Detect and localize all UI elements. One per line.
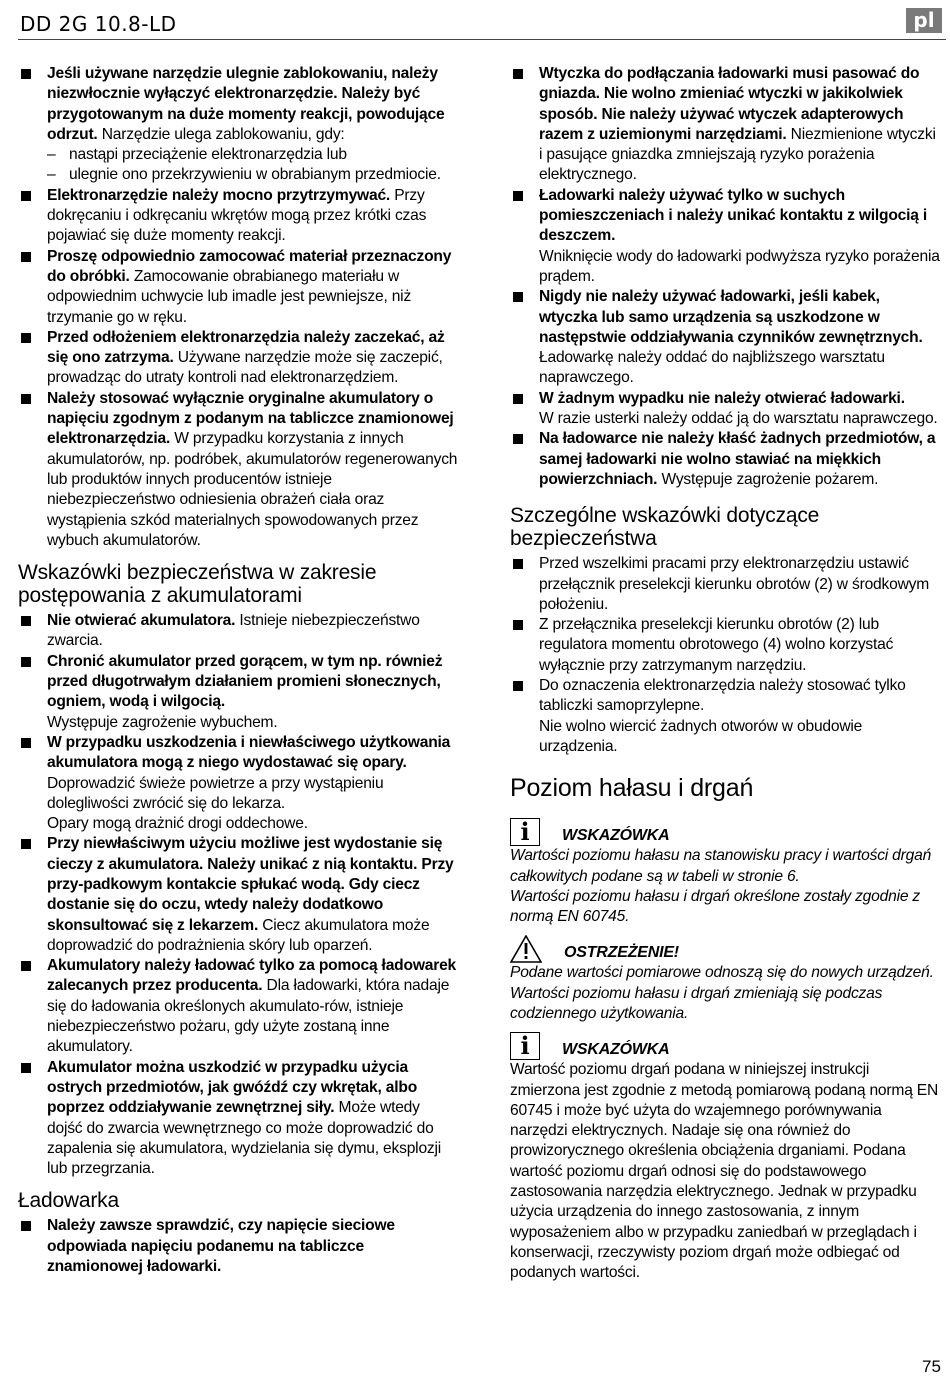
notice-warning [510, 933, 942, 1024]
notice-body [510, 1060, 942, 1283]
language-badge: pl [906, 8, 942, 33]
notice-info-2 [510, 1030, 942, 1283]
notice-label: OSTRZEŻENIE! [564, 944, 679, 962]
list-item [18, 611, 458, 652]
document-title: DD 2G 10.8-LD [20, 12, 177, 36]
list-item [510, 676, 942, 757]
list-item-bold-text: Akumulatory należy ładować tylko za pomocą ładowarek zalecanych przez producenta. [47, 957, 457, 995]
list-item-text: Dla ładowarki, która nadaje się do ładowania określonych akumulato-rów, istnieje niebezpieczeństwo pożaru, gdy użyte zostaną inne akumulatory. [47, 977, 450, 1056]
list-item [18, 834, 458, 956]
list-item-bold-text: Przy niewłaściwym użyciu możliwe jest wydostanie się cieczy z akumulatora. Należy unikać z nią kontaktu. Przy przy-padkowym kontakcie spłukać wodą. Gdy ciecz dostanie się do oczu, wtedy należy dodatkowo skonsultować się z lekarzem. [47, 835, 454, 934]
list-item [18, 328, 458, 389]
list-item-bold-text: Ładowarki należy używać tylko w suchych pomieszczeniach i należy unikać kontaktu z wilgocią i deszczem. [539, 186, 928, 245]
list-item [18, 1058, 458, 1180]
list-item-bold-text: Elektronarzędzie należy mocno przytrzymywać. [47, 186, 391, 204]
right-column [510, 64, 942, 1284]
info-icon: i [510, 818, 540, 846]
list-item-note: Wniknięcie wody do ładowarki podwyższa ryzyko porażenia prądem. [539, 247, 940, 285]
list-item-bold-text: Chronić akumulator przed gorącem, w tym np. również przed długotrwałym działaniem promieni słonecznych, ogniem, wodą i wilgocią. [47, 652, 443, 711]
notice-info-1 [510, 816, 942, 927]
notice-paragraph: Wartość poziomu drgań podana w niniejszej instrukcji zmierzona jest zgodnie z metodą pomiarową podaną normą EN 60745 i może być użyta do wzajemnego porównywania narzędzi elektrycznych. Nadaje się ona również do prowizorycznego określenia obciążenia drganiami. Podana wartość poziomu drgań odnosi się do podstawowego zastosowania narzędzia elektrycznego. Jednak w przypadku użycia urządzenia do innego zastosowania, z innym wyposażeniem albo w przypadku zaniedbań w przeglądach i konserwacji, rzeczywisty poziom drgań może odbiegać od podanych wartości. [510, 1061, 939, 1282]
notice-label: WSKAZÓWKA [562, 826, 670, 844]
warning-triangle-icon [510, 935, 542, 963]
list-item-bold-text: Proszę odpowiednio zamocować materiał przeznaczony do obróbki. [47, 247, 452, 285]
list-item-note: Nie wolno wiercić żadnych otworów w obudowie urządzenia. [539, 717, 863, 755]
right-list-1 [510, 64, 942, 490]
list-item-text: Ciecz akumulatora może doprowadzić do podrażnienia skóry lub oparzeń. [47, 916, 430, 954]
page-number: 75 [922, 1357, 941, 1376]
section-heading-charger: Ładowarka [18, 1189, 119, 1213]
list-item [510, 64, 942, 186]
list-item-text: Przed wszelkimi pracami przy elektronarzędziu ustawić przełącznik preselekcji kierunku obrotów (2) w środkowym położeniu. [539, 555, 930, 613]
list-item-text: Ładowarkę należy oddać do najbliższego warsztatu naprawczego. [539, 349, 885, 387]
list-item-note: Występuje zagrożenie wybuchem. [47, 713, 278, 731]
list-item-bold-text: Akumulator można uszkodzić w przypadku użycia ostrych przedmiotów, jak gwóźdź czy wkrętak, albo poprzez oddziaływanie zewnętrznej siły. [47, 1058, 418, 1117]
list-item-bold-text: Przed odłożeniem elektronarzędzia należy zaczekać, aż się ono zatrzyma. [47, 328, 445, 367]
notice-body [510, 963, 942, 1024]
list-item-bold-text: Nigdy nie należy używać ładowarki, jeśli kabek, wtyczka lub samo urządzenia są uszkodzone w następstwie oddziaływania czynników zewnętrznych. [539, 288, 923, 346]
header-divider [18, 39, 946, 40]
section-heading-battery: Wskazówki bezpieczeństwa w zakresie postępowania z akumulatorami [18, 561, 377, 608]
list-item [18, 733, 458, 834]
list-item-bold-text: Na ładowarce nie należy kłaść żadnych przedmiotów, a samej ładowarki nie wolno stawiać na miękkich powierzchniach. [539, 430, 936, 488]
list-item-bold-text: Jeśli używane narzędzie ulegnie zablokowaniu, należy niezwłocznie wyłączyć elektronarzędzie. Należy być przygotowanym na duże momenty reakcji, powodujące odrzut. [47, 65, 445, 143]
list-item-text: Niezmienione wtyczki i pasujące gniazdka zmniejszają ryzyko porażenia elektrycznego. [539, 125, 936, 184]
list-item-bold-text: Należy stosować wyłącznie oryginalne akumulatory o napięciu zgodnym z podanym na tabliczce znamionowej elektronarzędzia. [47, 389, 454, 448]
list-item [18, 956, 458, 1057]
list-item [510, 389, 942, 430]
list-item [18, 186, 458, 247]
list-item-bold-text: Nie otwierać akumulatora. [47, 612, 236, 630]
info-icon: i [510, 1032, 540, 1060]
notice-paragraph: Podane wartości pomiarowe odnoszą się do nowych urządzeń. Wartości poziomu hałasu i drgań zmieniają się podczas codziennego użytkowania. [510, 964, 934, 1022]
list-item [18, 64, 458, 186]
list-item-text: W przypadku korzystania z innych akumulatorów, np. podróbek, akumulatorów regenerowanych lub produktów innych producentów istnieje niebezpieczeństwo odniesienia obrażeń ciała oraz wystąpienia szkód materialnych spowodowanych przez wybuch akumulatorów. [47, 430, 458, 549]
list-item-bold-text: Wtyczka do podłączania ładowarki musi pasować do gniazda. Nie wolno zmieniać wtyczki w jakikolwiek sposób. Nie należy używać wtyczek adapterowych razem z uziemionymi narzędziami. [539, 65, 920, 143]
notice-paragraph: Wartości poziomu hałasu i drgań określone zostały zgodnie z normą EN 60745. [510, 887, 921, 926]
list-item [510, 554, 942, 615]
notice-body [510, 846, 942, 927]
list-item-bold-text: W żadnym wypadku nie należy otwierać ładowarki. [539, 389, 905, 407]
section-heading-special-safety: Szczególne wskazówki dotyczące bezpieczeństwa [510, 504, 820, 551]
list-item-text: Występuje zagrożenie pożarem. [657, 470, 879, 488]
list-item-text: Narzędzie ulega zablokowaniu, gdy: [97, 125, 345, 143]
list-item [18, 389, 458, 551]
list-item-text: Istnieje niebezpieczeństwo zwarcia. [47, 612, 420, 650]
list-item-text: Przy dokręcaniu i odkręcaniu wkrętów mogą przez krótki czas pojawiać się duże momenty reakcji. [47, 186, 427, 245]
list-item [510, 186, 942, 287]
left-list-1 [18, 64, 458, 551]
list-item-text: Zamocowanie obrabianego materiału w odpowiednim uchwycie lub imadle jest pewniejsze, niż trzymanie go w ręku. [47, 267, 412, 326]
list-item-text: Z przełącznika preselekcji kierunku obrotów (2) lub regulatora momentu obrotowego (4) wolno korzystać wyłącznie przy zatrzymanym narzędziu. [539, 616, 894, 674]
list-item [18, 652, 458, 733]
list-item [18, 1216, 458, 1277]
sub-item: – ulegnie ono przekrzywieniu w obrabianym przedmiocie. [47, 166, 441, 184]
list-item-note: Opary mogą drażnić drogi oddechowe. [47, 815, 308, 833]
list-item-bold-text: Należy zawsze sprawdzić, czy napięcie sieciowe odpowiada napięciu podanemu na tabliczce znamionowej ładowarki. [47, 1217, 395, 1276]
list-item [510, 615, 942, 676]
list-item-text: Doprowadzić świeże powietrze a przy wystąpieniu dolegliwości zwrócić się do lekarza. [47, 774, 384, 812]
list-item-text: Do oznaczenia elektronarzędzia należy stosować tylko tabliczki samoprzylepne. [539, 677, 906, 715]
left-column [18, 64, 458, 1277]
right-list-2 [510, 554, 942, 757]
list-item [510, 429, 942, 490]
list-item-text: Używane narzędzie może się zaczepić, prowadząc do utraty kontroli nad elektronarzędziem. [47, 349, 443, 387]
left-list-3 [18, 1216, 458, 1277]
section-heading-noise-vibration: Poziom hałasu i drgań [510, 774, 754, 803]
left-list-2 [18, 611, 458, 1179]
notice-label: WSKAZÓWKA [562, 1040, 670, 1058]
notice-paragraph: Wartości poziomu hałasu na stanowisku pracy i wartości drgań całkowitych podane są w tabeli w stronie 6. [510, 847, 932, 885]
list-item [18, 247, 458, 328]
list-item-bold-text: W przypadku uszkodzenia i niewłaściwego użytkowania akumulatora mogą z niego wydostawać się opary. [47, 733, 451, 772]
list-item [510, 287, 942, 388]
sub-item: – nastąpi przeciążenie elektronarzędzia lub [47, 146, 347, 164]
list-item-text: Może wtedy dojść do zwarcia wewnętrznego co może doprowadzić do zapalenia się akumulatora, wydzielania się dymu, eksplozji lub przegrzania. [47, 1099, 442, 1178]
list-item-note: W razie usterki należy oddać ją do warsztatu naprawczego. [539, 410, 938, 428]
